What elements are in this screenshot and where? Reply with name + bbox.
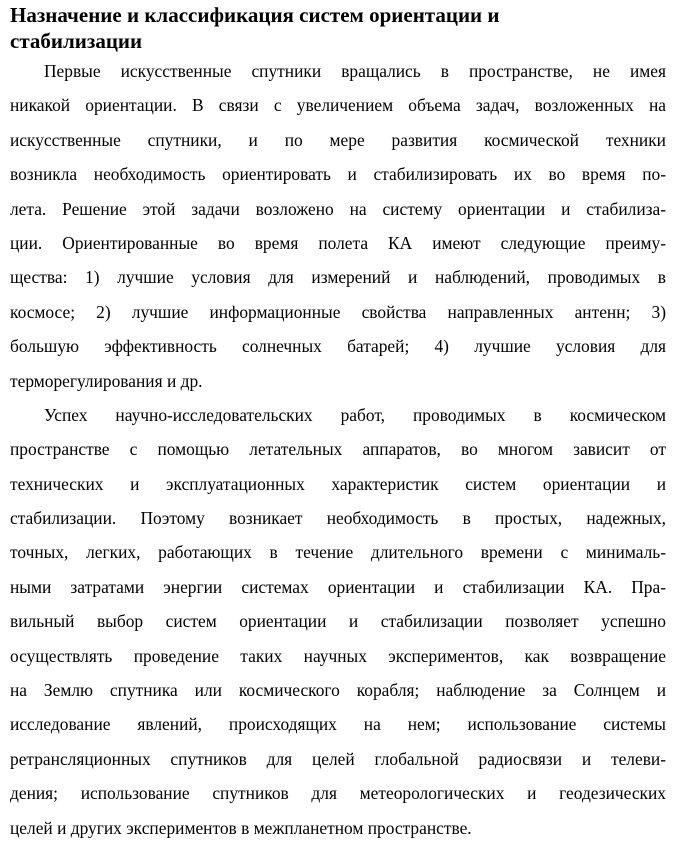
paragraph-line: большую эффективность солнечных батарей; 4) лучшие условия для [10, 336, 666, 357]
paragraph-line: ции. Ориентированные во время полета КА имеют следующие преиму- [10, 232, 666, 253]
paragraph-line: вильный выбор систем ориентации и стабилизации позволяет успешно [10, 611, 666, 632]
paragraph-line: возникла необходимость ориентировать и стабилизировать их во время по- [10, 164, 666, 185]
paragraph-line: дения; использование спутников для метеорологических и геодезических [10, 783, 666, 804]
paragraph-line: терморегулирования и др. [10, 370, 203, 391]
paragraph-line: ретрансляционных спутников для целей глобальной радиосвязи и телеви- [10, 748, 666, 769]
paragraph-line: исследование явлений, происходящих на нем; использование системы [10, 714, 666, 735]
paragraph-line: осуществлять проведение таких научных экспериментов, как возвращение [10, 645, 666, 666]
paragraph-2 [10, 398, 666, 845]
paragraph-line: точных, легких, работающих в течение длительного времени с минималь- [10, 542, 666, 563]
paragraph-line: никакой ориентации. В связи с увеличением объема задач, возложенных на [10, 95, 666, 116]
paragraph-line: технических и эксплуатационных характеристик систем ориентации и [10, 473, 666, 494]
paragraph-line: стабилизации. Поэтому возникает необходимость в простых, надежных, [10, 508, 666, 529]
document-page [10, 2, 666, 845]
paragraph-line: ными затратами энергии системах ориентации и стабилизации КА. Пра- [10, 576, 666, 597]
paragraph-1 [10, 54, 666, 398]
paragraph-line: искусственные спутники, и по мере развития космической техники [10, 129, 666, 150]
paragraph-line: Успех научно-исследовательских работ, проводимых в космическом [44, 404, 666, 425]
paragraph-line: на Землю спутника или космического корабля; наблюдение за Солнцем и [10, 680, 666, 701]
paragraph-line: Первые искусственные спутники вращались в пространстве, не имея [44, 61, 666, 81]
paragraph-line: космосе; 2) лучшие информационные свойства направленных антенн; 3) [10, 301, 666, 322]
section-heading-line: Назначение и классификация систем ориентации и [10, 3, 500, 27]
paragraph-line: щества: 1) лучшие условия для измерений и наблюдений, проводимых в [10, 267, 666, 288]
section-heading [10, 2, 666, 54]
paragraph-line: пространстве с помощью летательных аппаратов, во многом зависит от [10, 439, 666, 460]
section-heading-line: стабилизации [10, 29, 143, 53]
paragraph-line: целей и других экспериментов в межпланетном пространстве. [10, 817, 472, 838]
paragraph-line: лета. Решение этой задачи возложено на систему ориентации и стабилиза- [10, 198, 666, 219]
